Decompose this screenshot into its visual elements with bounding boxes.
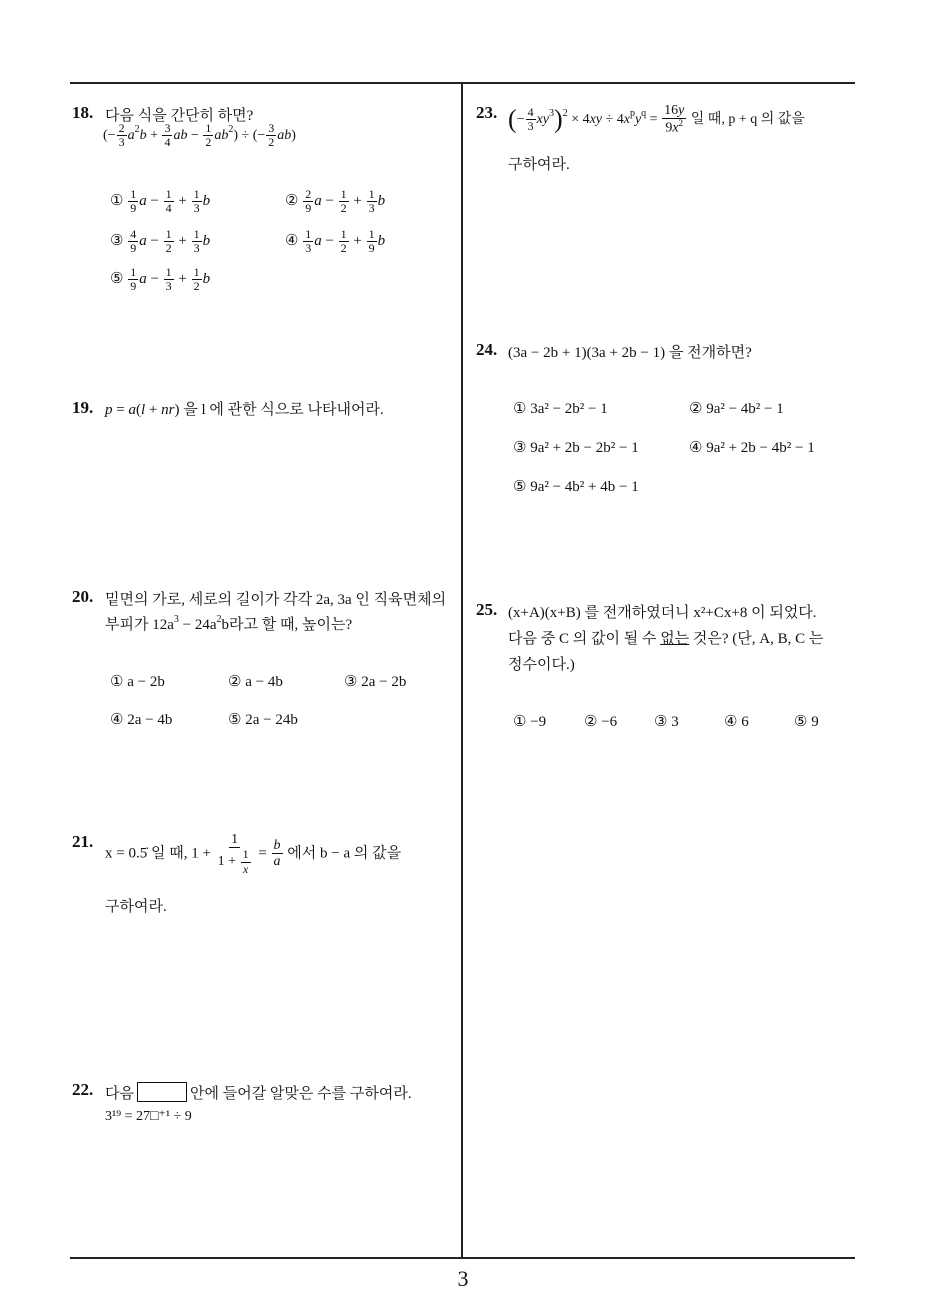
question-text: p = a(l + nr) 을 l 에 관한 식으로 나타내어라. [105, 402, 384, 418]
option-3[interactable]: ③ $\frac{4}{9}$ a − $\frac{1}{2}$ + $\frac{1}{3}$ b [110, 227, 211, 256]
question-text: 다음 안에 들어갈 알맞은 수를 구하여라. [105, 1082, 412, 1103]
option-1[interactable]: ① −9 [513, 714, 547, 730]
option-5[interactable]: ⑤ 9a² − 4b² + 4b − 1 [513, 479, 639, 495]
option-4[interactable]: ④ 9a² + 2b − 4b² − 1 [689, 440, 815, 456]
option-5[interactable]: ⑤ 2a − 24b [228, 712, 298, 728]
option-5[interactable]: ⑤ $\frac{1}{9}$ a − $\frac{1}{3}$ + $\frac{1}{2}$ b [110, 265, 211, 294]
option-2[interactable]: ② $\frac{2}{9}$ a − $\frac{1}{2}$ + $\frac{1}{3}$ b [285, 187, 386, 216]
question-line-1: x = 0.5̇ 일 때, 1 + 1 1 + $\frac{1}{x}$ = $\frac{b}{a}$ 에서 b − a 의 값을 [105, 832, 402, 876]
option-3[interactable]: ③ 9a² + 2b − 2b² − 1 [513, 440, 639, 456]
expression: (− $\frac{2}{3}$ $a^2b$ + $\frac{3}{4}$ ab − $\frac{1}{2}$ $ab^2$) ÷ (− $\frac{3}{2}$ ab) [103, 121, 296, 150]
option-1[interactable]: ① a − 2b [110, 674, 165, 690]
question-number: 22. [72, 1080, 94, 1099]
equation: 3¹⁹ = 27□⁺¹ ÷ 9 [105, 1109, 192, 1124]
question-number: 24. [476, 340, 498, 359]
question-number: 25. [476, 600, 498, 619]
option-3[interactable]: ③ 2a − 2b [344, 674, 407, 690]
column-divider [461, 83, 463, 1258]
blank-box [137, 1082, 187, 1102]
question-text: (3a − 2b + 1)(3a + 2b − 1) 을 전개하면? [508, 345, 752, 361]
page-number: 3 [457, 1266, 469, 1291]
option-2[interactable]: ② a − 4b [228, 674, 283, 690]
option-2[interactable]: ② 9a² − 4b² − 1 [689, 401, 784, 417]
question-line-1: (x+A)(x+B) 를 전개하였더니 x²+Cx+8 이 되었다. [508, 605, 817, 621]
question-line-3: 정수이다.) [508, 657, 575, 673]
question-number: 21. [72, 832, 94, 851]
option-4[interactable]: ④ 2a − 4b [110, 712, 173, 728]
option-1[interactable]: ① $\frac{1}{9}$ a − $\frac{1}{4}$ + $\frac{1}{3}$ b [110, 187, 211, 216]
question-line-2: 구하여라. [508, 157, 570, 173]
option-3[interactable]: ③ 3 [654, 714, 679, 730]
question-line-2: 구하여라. [105, 899, 167, 915]
option-1[interactable]: ① 3a² − 2b² − 1 [513, 401, 608, 417]
question-line-1: 밑면의 가로, 세로의 길이가 각각 2a, 3a 인 직육면체의 [105, 592, 447, 608]
option-5[interactable]: ⑤ 9 [794, 714, 819, 730]
option-4[interactable]: ④ $\frac{1}{3}$ a − $\frac{1}{2}$ + $\frac{1}{9}$ b [285, 227, 386, 256]
option-2[interactable]: ② −6 [584, 714, 618, 730]
question-number: 19. [72, 398, 94, 417]
bottom-rule [70, 1257, 855, 1259]
question-number: 18. [72, 103, 94, 122]
question-number: 20. [72, 587, 94, 606]
question-text: 다음 식을 간단히 하면? [105, 108, 254, 124]
question-line-2: 다음 중 C 의 값이 될 수 없는 것은? (단, A, B, C 는 [508, 631, 824, 647]
option-4[interactable]: ④ 6 [724, 714, 749, 730]
question-number: 23. [476, 103, 498, 122]
question-line-2: 부피가 $12a^3 - 24a^2b$라고 할 때, 높이는? [105, 614, 353, 633]
question-line-1: (− $\frac{4}{3}$ $xy^3)^2 \times 4xy \div 4x^py^q$ = $\frac{16y}{9x^2}$ 일 때, p + q 의 값을 [508, 103, 805, 137]
